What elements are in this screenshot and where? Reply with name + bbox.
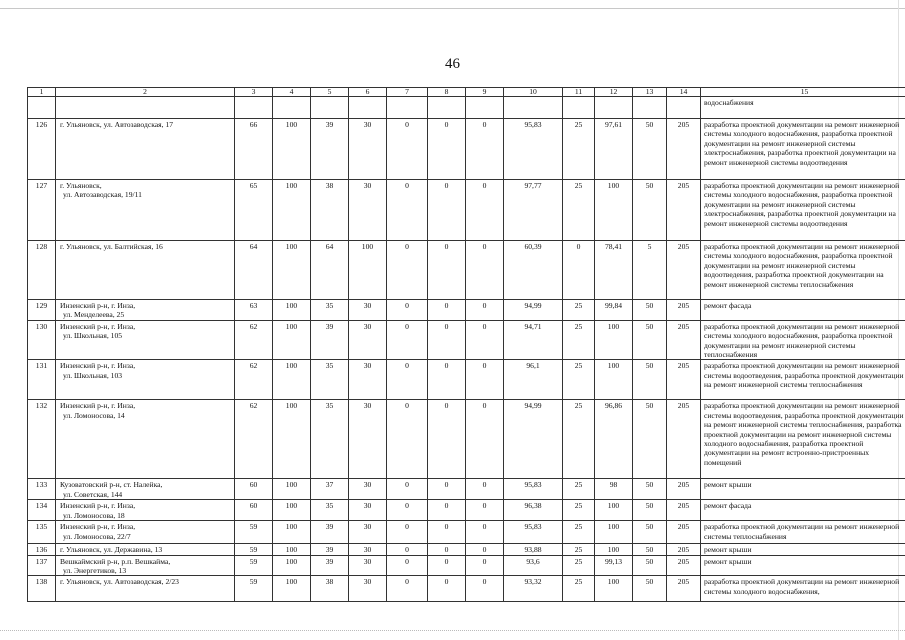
column-number: 12 xyxy=(595,88,633,97)
value-cell-c9: 0 xyxy=(466,360,504,400)
value-cell-c14: 205 xyxy=(667,360,701,400)
value-cell-c14: 205 xyxy=(667,400,701,479)
value-cell-c9: 0 xyxy=(466,544,504,555)
value-cell-c7 xyxy=(387,97,428,119)
value-cell-c8: 0 xyxy=(428,300,466,321)
value-cell-c9: 0 xyxy=(466,119,504,180)
value-cell-c6: 30 xyxy=(349,180,387,241)
value-cell-c12: 98 xyxy=(595,479,633,500)
value-cell-c8: 0 xyxy=(428,241,466,300)
value-cell-c7: 0 xyxy=(387,555,428,576)
column-number: 8 xyxy=(428,88,466,97)
value-cell-c14: 205 xyxy=(667,521,701,544)
table-row xyxy=(28,544,905,555)
address-line: ул. Школьная, 105 xyxy=(63,331,123,341)
address-cell xyxy=(56,544,235,555)
value-cell-c7: 0 xyxy=(387,544,428,555)
value-cell-c12: 100 xyxy=(595,576,633,602)
value-cell-c5: 35 xyxy=(311,500,349,521)
value-cell-c10: 93,6 xyxy=(504,555,563,576)
value-cell-c11: 25 xyxy=(563,576,595,602)
address-line: Кузоватовский р-н, ст. Налейка, xyxy=(60,480,163,490)
value-cell-c11: 25 xyxy=(563,544,595,555)
value-cell-c11: 25 xyxy=(563,180,595,241)
value-cell-c12: 97,61 xyxy=(595,119,633,180)
value-cell-c11: 25 xyxy=(563,555,595,576)
address-cell xyxy=(56,479,235,500)
value-cell-c4: 100 xyxy=(273,119,311,180)
value-cell-c3: 60 xyxy=(235,479,273,500)
table-row xyxy=(28,555,905,576)
value-cell-c8: 0 xyxy=(428,555,466,576)
table-row xyxy=(28,479,905,500)
address-line: Вешкаймский р-н, р.п. Вешкайма, xyxy=(60,556,171,566)
address-line: Инзенский р-н, г. Инза, xyxy=(60,522,136,532)
value-cell-c4: 100 xyxy=(273,400,311,479)
value-cell-c8: 0 xyxy=(428,544,466,555)
value-cell-c7: 0 xyxy=(387,521,428,544)
page-number: 46 xyxy=(445,56,460,72)
work-type-cell: разработка проектной документации на ремонт инженерной системы водоотведения, разработка проектной документации на ремонт инженерной системы теплоснабжения xyxy=(701,360,905,400)
value-cell-c5: 39 xyxy=(311,320,349,360)
value-cell-c14: 205 xyxy=(667,119,701,180)
value-cell-c8: 0 xyxy=(428,180,466,241)
work-type-cell: ремонт крыши xyxy=(701,555,905,576)
address-line: Инзенский р-н, г. Инза, xyxy=(60,361,136,371)
value-cell-c5: 39 xyxy=(311,544,349,555)
value-cell-c13: 50 xyxy=(633,500,667,521)
value-cell-c10 xyxy=(504,97,563,119)
work-type-cell: разработка проектной документации на ремонт инженерной системы холодного водоснабжения, разработка проектной документации на ремонт инженерной системы электроснабжения, разработка проектной документации на ремонт инженерной системы водоотведения xyxy=(701,180,905,241)
address-cell xyxy=(56,576,235,602)
value-cell-c6: 30 xyxy=(349,360,387,400)
value-cell-c4: 100 xyxy=(273,555,311,576)
value-cell-c12: 100 xyxy=(595,320,633,360)
column-number: 5 xyxy=(311,88,349,97)
address-cell xyxy=(56,97,235,119)
table-row xyxy=(28,320,905,360)
column-number-row xyxy=(28,88,905,97)
work-type-cell: водоснабжения xyxy=(701,97,905,119)
value-cell-c6: 30 xyxy=(349,320,387,360)
value-cell-c13 xyxy=(633,97,667,119)
value-cell-c3: 62 xyxy=(235,400,273,479)
value-cell-c12: 100 xyxy=(595,521,633,544)
row-number: 128 xyxy=(28,241,56,300)
row-number: 131 xyxy=(28,360,56,400)
value-cell-c4: 100 xyxy=(273,360,311,400)
work-type-cell: ремонт фасада xyxy=(701,300,905,321)
value-cell-c13: 50 xyxy=(633,360,667,400)
value-cell-c8: 0 xyxy=(428,360,466,400)
value-cell-c10: 94,71 xyxy=(504,320,563,360)
value-cell-c3: 59 xyxy=(235,544,273,555)
value-cell-c7: 0 xyxy=(387,320,428,360)
address-line: Инзенский р-н, г. Инза, xyxy=(60,301,136,310)
address-cell xyxy=(56,300,235,321)
row-number: 135 xyxy=(28,521,56,544)
value-cell-c14: 205 xyxy=(667,320,701,360)
value-cell-c14: 205 xyxy=(667,500,701,521)
address-line: ул. Ломоносова, 14 xyxy=(63,410,125,420)
value-cell-c14: 205 xyxy=(667,300,701,321)
address-cell xyxy=(56,119,235,180)
column-number: 7 xyxy=(387,88,428,97)
value-cell-c13: 50 xyxy=(633,555,667,576)
row-number: 133 xyxy=(28,479,56,500)
value-cell-c4: 100 xyxy=(273,544,311,555)
value-cell-c13: 50 xyxy=(633,119,667,180)
value-cell-c3: 64 xyxy=(235,241,273,300)
address-line: г. Ульяновск, ул. Автозаводская, 2/23 xyxy=(60,577,179,587)
value-cell-c7: 0 xyxy=(387,576,428,602)
row-number xyxy=(28,97,56,119)
value-cell-c11: 25 xyxy=(563,521,595,544)
value-cell-c14: 205 xyxy=(667,180,701,241)
address-line: Инзенский р-н, г. Инза, xyxy=(60,501,136,511)
value-cell-c12: 100 xyxy=(595,180,633,241)
address-line: ул. Менделеева, 25 xyxy=(63,310,125,320)
row-number: 138 xyxy=(28,576,56,602)
value-cell-c9: 0 xyxy=(466,521,504,544)
value-cell-c6: 30 xyxy=(349,521,387,544)
address-line: ул. Школьная, 103 xyxy=(63,370,123,380)
value-cell-c12: 100 xyxy=(595,544,633,555)
column-number: 2 xyxy=(56,88,235,97)
value-cell-c13: 50 xyxy=(633,180,667,241)
value-cell-c7: 0 xyxy=(387,241,428,300)
value-cell-c4: 100 xyxy=(273,241,311,300)
value-cell-c7: 0 xyxy=(387,500,428,521)
value-cell-c4: 100 xyxy=(273,180,311,241)
value-cell-c11 xyxy=(563,97,595,119)
value-cell-c7: 0 xyxy=(387,400,428,479)
value-cell-c10: 60,39 xyxy=(504,241,563,300)
address-line: Инзенский р-н, г. Инза, xyxy=(60,401,136,411)
value-cell-c4: 100 xyxy=(273,479,311,500)
column-number: 4 xyxy=(273,88,311,97)
address-line: г. Ульяновск, xyxy=(60,181,102,190)
value-cell-c5: 39 xyxy=(311,119,349,180)
table-row xyxy=(28,180,905,241)
work-type-cell: разработка проектной документации на ремонт инженерной системы холодного водоснабжения, разработка проектной документации на ремонт инженерной системы электроснабжения, разработка проектной документации на ремонт инженерной системы водоотведения xyxy=(701,119,905,180)
value-cell-c7: 0 xyxy=(387,360,428,400)
page-edge-top xyxy=(0,8,905,9)
address-cell xyxy=(56,400,235,479)
value-cell-c4 xyxy=(273,97,311,119)
value-cell-c12: 78,41 xyxy=(595,241,633,300)
value-cell-c8: 0 xyxy=(428,320,466,360)
table-row xyxy=(28,241,905,300)
column-number: 1 xyxy=(28,88,56,97)
work-type-cell: разработка проектной документации на ремонт инженерной системы холодного водоснабжения, xyxy=(701,576,905,602)
value-cell-c5: 35 xyxy=(311,360,349,400)
value-cell-c4: 100 xyxy=(273,576,311,602)
address-line: г. Ульяновск, ул. Державина, 13 xyxy=(60,545,163,555)
value-cell-c6: 30 xyxy=(349,300,387,321)
address-cell xyxy=(56,180,235,241)
address-cell xyxy=(56,241,235,300)
value-cell-c13: 50 xyxy=(633,576,667,602)
value-cell-c5 xyxy=(311,97,349,119)
value-cell-c3: 65 xyxy=(235,180,273,241)
value-cell-c9 xyxy=(466,97,504,119)
value-cell-c10: 94,99 xyxy=(504,400,563,479)
value-cell-c6: 30 xyxy=(349,119,387,180)
value-cell-c11: 0 xyxy=(563,241,595,300)
address-line: ул. Советская, 144 xyxy=(63,489,123,499)
value-cell-c3: 66 xyxy=(235,119,273,180)
value-cell-c3 xyxy=(235,97,273,119)
value-cell-c12: 100 xyxy=(595,360,633,400)
table-row xyxy=(28,500,905,521)
value-cell-c13: 5 xyxy=(633,241,667,300)
value-cell-c10: 96,38 xyxy=(504,500,563,521)
value-cell-c5: 38 xyxy=(311,576,349,602)
address-cell xyxy=(56,360,235,400)
table-row xyxy=(28,300,905,321)
address-line: г. Ульяновск, ул. Автозаводская, 17 xyxy=(60,120,174,129)
value-cell-c8: 0 xyxy=(428,500,466,521)
value-cell-c3: 59 xyxy=(235,521,273,544)
column-number: 15 xyxy=(701,88,905,97)
table-row xyxy=(28,97,905,119)
value-cell-c6 xyxy=(349,97,387,119)
value-cell-c13: 50 xyxy=(633,400,667,479)
address-line: г. Ульяновск, ул. Балтийская, 16 xyxy=(60,242,163,251)
value-cell-c12: 100 xyxy=(595,500,633,521)
row-number: 137 xyxy=(28,555,56,576)
value-cell-c8: 0 xyxy=(428,400,466,479)
work-type-cell: ремонт крыши xyxy=(701,544,905,555)
value-cell-c11: 25 xyxy=(563,400,595,479)
value-cell-c7: 0 xyxy=(387,300,428,321)
value-cell-c10: 95,83 xyxy=(504,521,563,544)
value-cell-c6: 30 xyxy=(349,544,387,555)
value-cell-c9: 0 xyxy=(466,479,504,500)
work-type-cell: ремонт фасада xyxy=(701,500,905,521)
value-cell-c14: 205 xyxy=(667,544,701,555)
row-number: 127 xyxy=(28,180,56,241)
value-cell-c11: 25 xyxy=(563,119,595,180)
value-cell-c5: 37 xyxy=(311,479,349,500)
value-cell-c13: 50 xyxy=(633,300,667,321)
work-type-cell: ремонт крыши xyxy=(701,479,905,500)
row-number: 126 xyxy=(28,119,56,180)
value-cell-c9: 0 xyxy=(466,320,504,360)
address-cell xyxy=(56,521,235,544)
value-cell-c11: 25 xyxy=(563,479,595,500)
value-cell-c12: 99,84 xyxy=(595,300,633,321)
work-type-cell: разработка проектной документации на ремонт инженерной системы теплоснабжения xyxy=(701,521,905,544)
value-cell-c11: 25 xyxy=(563,300,595,321)
value-cell-c3: 59 xyxy=(235,555,273,576)
value-cell-c8: 0 xyxy=(428,576,466,602)
value-cell-c6: 30 xyxy=(349,500,387,521)
value-cell-c10: 94,99 xyxy=(504,300,563,321)
value-cell-c13: 50 xyxy=(633,544,667,555)
table-row xyxy=(28,119,905,180)
row-number: 130 xyxy=(28,320,56,360)
value-cell-c10: 97,77 xyxy=(504,180,563,241)
address-line: Инзенский р-н, г. Инза, xyxy=(60,321,136,331)
value-cell-c5: 39 xyxy=(311,555,349,576)
table-row xyxy=(28,521,905,544)
value-cell-c9: 0 xyxy=(466,180,504,241)
value-cell-c11: 25 xyxy=(563,500,595,521)
value-cell-c8: 0 xyxy=(428,521,466,544)
value-cell-c10: 96,1 xyxy=(504,360,563,400)
row-number: 132 xyxy=(28,400,56,479)
row-number: 136 xyxy=(28,544,56,555)
value-cell-c4: 100 xyxy=(273,500,311,521)
value-cell-c14: 205 xyxy=(667,576,701,602)
value-cell-c14: 205 xyxy=(667,555,701,576)
value-cell-c9: 0 xyxy=(466,300,504,321)
value-cell-c6: 30 xyxy=(349,576,387,602)
value-cell-c7: 0 xyxy=(387,180,428,241)
value-cell-c5: 38 xyxy=(311,180,349,241)
work-type-cell: разработка проектной документации на ремонт инженерной системы водоотведения, разработка проектной документации на ремонт инженерной системы теплоснабжения, разработка проектной документации на ремонт инженерной системы холодного водоснабжения, разработка проектной документации на ремонт встроенно-пристроенных помещений xyxy=(701,400,905,479)
value-cell-c7: 0 xyxy=(387,119,428,180)
value-cell-c10: 95,83 xyxy=(504,479,563,500)
value-cell-c10: 93,32 xyxy=(504,576,563,602)
column-number: 6 xyxy=(349,88,387,97)
work-type-cell: разработка проектной документации на ремонт инженерной системы холодного водоснабжения, разработка проектной документации на ремонт инженерной системы водоотведения, разработка проектной документации на ремонт инженерной системы теплоснабжения xyxy=(701,241,905,300)
value-cell-c12 xyxy=(595,97,633,119)
work-type-cell: разработка проектной документации на ремонт инженерной системы холодного водоснабжения, разработка проектной документации на ремонт инженерной системы теплоснабжения xyxy=(701,320,905,360)
value-cell-c14: 205 xyxy=(667,479,701,500)
table-row xyxy=(28,576,905,602)
value-cell-c9: 0 xyxy=(466,500,504,521)
value-cell-c14 xyxy=(667,97,701,119)
value-cell-c11: 25 xyxy=(563,360,595,400)
value-cell-c3: 62 xyxy=(235,360,273,400)
scan-artifact-line xyxy=(0,630,905,632)
value-cell-c4: 100 xyxy=(273,320,311,360)
column-number: 13 xyxy=(633,88,667,97)
value-cell-c3: 60 xyxy=(235,500,273,521)
value-cell-c3: 62 xyxy=(235,320,273,360)
column-number: 14 xyxy=(667,88,701,97)
value-cell-c6: 30 xyxy=(349,555,387,576)
value-cell-c13: 50 xyxy=(633,320,667,360)
value-cell-c4: 100 xyxy=(273,300,311,321)
address-line: ул. Автозаводская, 19/11 xyxy=(63,190,142,200)
value-cell-c5: 35 xyxy=(311,400,349,479)
address-cell xyxy=(56,320,235,360)
value-cell-c12: 99,13 xyxy=(595,555,633,576)
value-cell-c13: 50 xyxy=(633,521,667,544)
value-cell-c4: 100 xyxy=(273,521,311,544)
value-cell-c9: 0 xyxy=(466,555,504,576)
value-cell-c8: 0 xyxy=(428,119,466,180)
address-cell xyxy=(56,555,235,576)
value-cell-c5: 35 xyxy=(311,300,349,321)
value-cell-c3: 63 xyxy=(235,300,273,321)
column-number: 9 xyxy=(466,88,504,97)
value-cell-c12: 96,86 xyxy=(595,400,633,479)
table-row xyxy=(28,400,905,479)
column-number: 11 xyxy=(563,88,595,97)
value-cell-c5: 64 xyxy=(311,241,349,300)
value-cell-c6: 100 xyxy=(349,241,387,300)
column-number: 10 xyxy=(504,88,563,97)
value-cell-c6: 30 xyxy=(349,400,387,479)
value-cell-c9: 0 xyxy=(466,400,504,479)
address-cell xyxy=(56,500,235,521)
address-line: ул. Ломоносова, 18 xyxy=(63,510,125,520)
value-cell-c5: 39 xyxy=(311,521,349,544)
value-cell-c8 xyxy=(428,97,466,119)
table-row xyxy=(28,360,905,400)
value-cell-c3: 59 xyxy=(235,576,273,602)
address-line: ул. Энергетиков, 13 xyxy=(63,566,127,576)
address-line: ул. Ломоносова, 22/7 xyxy=(63,531,131,541)
value-cell-c8: 0 xyxy=(428,479,466,500)
value-cell-c10: 93,88 xyxy=(504,544,563,555)
column-number: 3 xyxy=(235,88,273,97)
row-number: 129 xyxy=(28,300,56,321)
value-cell-c9: 0 xyxy=(466,241,504,300)
value-cell-c13: 50 xyxy=(633,479,667,500)
value-cell-c9: 0 xyxy=(466,576,504,602)
value-cell-c7: 0 xyxy=(387,479,428,500)
repair-program-table xyxy=(27,87,905,602)
value-cell-c11: 25 xyxy=(563,320,595,360)
value-cell-c10: 95,83 xyxy=(504,119,563,180)
value-cell-c6: 30 xyxy=(349,479,387,500)
row-number: 134 xyxy=(28,500,56,521)
value-cell-c14: 205 xyxy=(667,241,701,300)
